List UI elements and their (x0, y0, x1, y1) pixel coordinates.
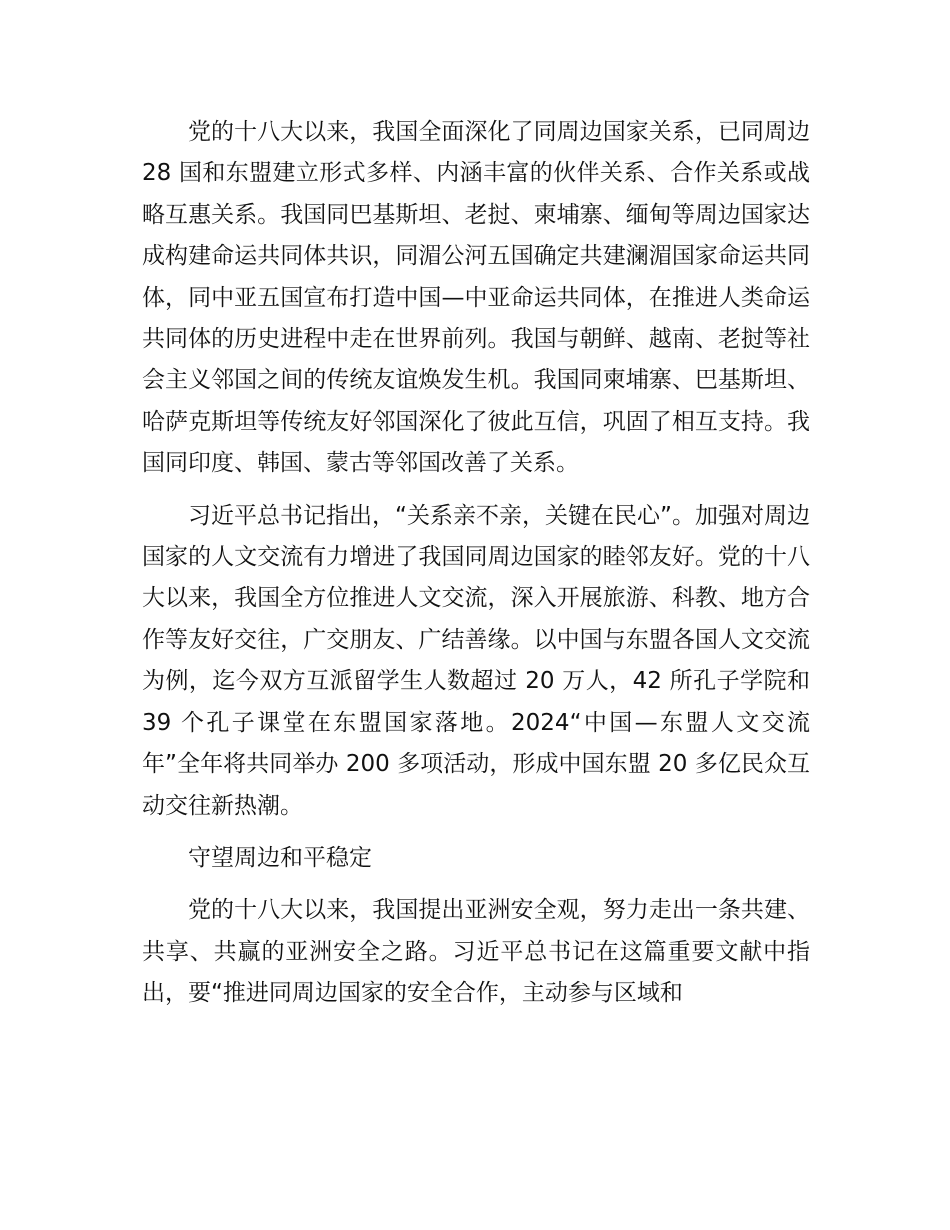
paragraph-1: 党的十八大以来，我国全面深化了同周边国家关系，已同周边 28 国和东盟建立形式多样、内涵丰富的伙伴关系、合作关系或战略互惠关系。我国同巴基斯坦、老挝、柬埔寨、缅甸等周边国家达成构建命运共同体共识，同湄公河五国确定共建澜湄国家命运共同体，同中亚五国宣布打造中国—中亚命运共同体，在推进人类命运共同体的历史进程中走在世界前列。我国与朝鲜、越南、老挝等社会主义邻国之间的传统友谊焕发生机。我国同柬埔寨、巴基斯坦、哈萨克斯坦等传统友好邻国深化了彼此互信，巩固了相互支持。我国同印度、韩国、蒙古等邻国改善了关系。 (142, 119, 810, 477)
section-heading: 守望周边和平稳定 (188, 844, 372, 871)
paragraph-2: 习近平总书记指出，“关系亲不亲，关键在民心”。加强对周边国家的人文交流有力增进了我国同周边国家的睦邻友好。党的十八大以来，我国全方位推进人文交流，深入开展旅游、科教、地方合作等友好交往，广交朋友、广结善缘。以中国与东盟各国人文交流为例，迄今双方互派留学生人数超过 20 万人，42 所孔子学院和 39 个孔子课堂在东盟国家落地。2024“中国—东盟人文交流年”全年将共同举办 200 多项活动，形成中国东盟 20 多亿民众互动交往新热潮。 (142, 502, 810, 819)
paragraph-3: 党的十八大以来，我国提出亚洲安全观，努力走出一条共建、共享、共赢的亚洲安全之路。习近平总书记在这篇重要文献中指出，要“推进同周边国家的安全合作，主动参与区域和 (142, 897, 810, 1007)
document-body (142, 112, 810, 1026)
